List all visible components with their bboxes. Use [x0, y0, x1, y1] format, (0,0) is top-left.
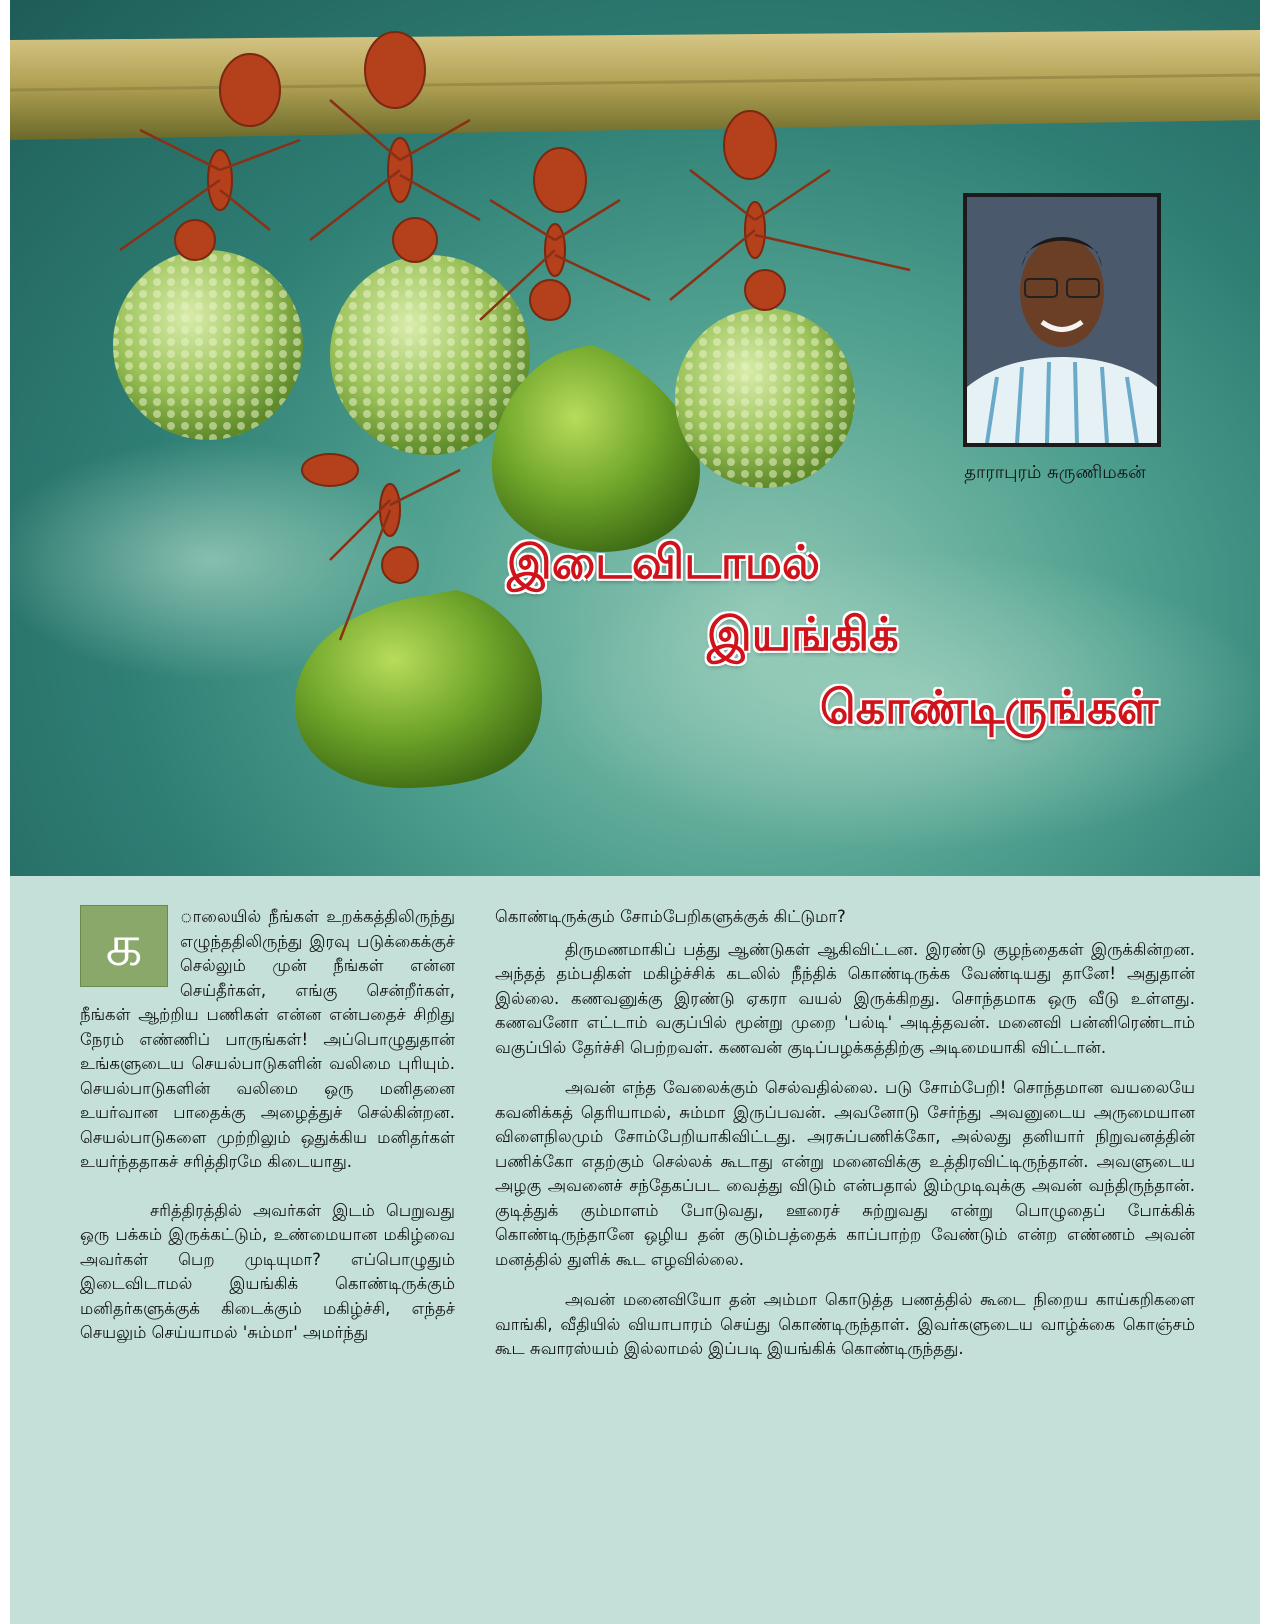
- left-paragraph-1: ாலையில் நீங்கள் உறக்கத்திலிருந்து எழுந்ததிலிருந்து இரவு படுக்கைக்குச் செல்லும் முன் நீங்கள் என்ன செய்தீர்கள், எங்கு சென்றீர்கள், நீங்கள் ஆற்றிய பணிகள் என்ன என்பதைச் சிறிது நேரம் எண்ணிப் பாருங்கள்! அப்பொழுதுதான் உங்களுடைய செயல்பாடுகளின் வலிமை புரியும். செயல்பாடுகளின் வலிமை ஒரு மனிதனை உயர்வான பாதைக்கு அழைத்துச் செல்கின்றன. செயல்பாடுகளை முற்றிலும் ஒதுக்கிய மனிதர்கள் உயர்ந்ததாகச் சரித்திரமே கிடையாது.: [80, 907, 455, 1171]
- author-photo-icon: [967, 197, 1157, 443]
- author-name: தாராபுரம் சுருணிமகன்: [964, 462, 1146, 483]
- drop-cap: க: [80, 905, 168, 987]
- article-left-column: [80, 905, 455, 1362]
- title-line-3: கொண்டிருங்கள்: [820, 680, 1159, 734]
- right-paragraph-3: அவன் மனைவியோ தன் அம்மா கொடுத்த பணத்தில் கூடை நிறைய காய்கறிகளை வாங்கி, வீதியில் வியாபாரம் செய்து கொண்டிருந்தாள். இவர்களுடைய வாழ்க்கை கொஞ்சம் கூட சுவாரஸ்யம் இல்லாமல் இப்படி இயங்கிக் கொண்டிருந்தது.: [495, 1290, 1195, 1358]
- magazine-page: [10, 0, 1260, 1624]
- author-portrait: [963, 193, 1161, 447]
- article-right-column: [495, 905, 1195, 1378]
- right-paragraph-1: திருமணமாகிப் பத்து ஆண்டுகள் ஆகிவிட்டன. இரண்டு குழந்தைகள் இருக்கின்றன. அந்தத் தம்பதிகள் மகிழ்ச்சிக் கடலில் நீந்திக் கொண்டிருக்க வேண்டியது தானே! அதுதான் இல்லை. கணவனுக்கு இரண்டு ஏகரா வயல் இருக்கிறது. சொந்தமாக ஒரு வீடு உள்ளது. கணவனோ எட்டாம் வகுப்பில் மூன்று முறை 'பல்டி' அடித்தவன். மனைவி பன்னிரெண்டாம் வகுப்பில் தேர்ச்சி பெற்றவள். கணவன் குடிப்பழக்கத்திற்கு அடிமையாகி விட்டான்.: [495, 939, 1195, 1057]
- right-paragraph-0: கொண்டிருக்கும் சோம்பேறிகளுக்குக் கிட்டுமா?: [495, 907, 846, 926]
- hero-photo: [10, 0, 1260, 876]
- title-line-2: இயங்கிக்: [707, 607, 899, 661]
- right-paragraph-2: அவன் எந்த வேலைக்கும் செல்வதில்லை. படு சோம்பேறி! சொந்தமான வயலையே கவனிக்கத் தெரியாமல், சும்மா இருப்பவன். அவனோடு சேர்ந்து அவனுடைய அருமையான விளைநிலமும் சோம்பேறியாகிவிட்டது. அரசுப்பணிக்கோ, அல்லது தனியார் நிறுவனத்தின் பணிக்கோ எதற்கும் செல்லக் கூடாது என்று மனைவிக்கு உத்திரவிட்டிருந்தான். அவளுடைய அழகு அவனைச் சந்தேகப்பட வைத்து விடும் என்பதால் இம்முடிவுக்கு அவன் வந்திருந்தான். குடித்துக் கும்மாளம் போடுவது, ஊரைச் சுற்றுவது என்று பொழுதைப் போக்கிக் கொண்டிருந்தானே ஒழிய தன் குடும்பத்தைக் காப்பாற்ற வேண்டும் என்ற எண்ணம் அவன் மனத்தில் துளிக் கூட எழவில்லை.: [495, 1078, 1195, 1269]
- left-paragraph-2: சரித்திரத்தில் அவர்கள் இடம் பெறுவது ஒரு பக்கம் இருக்கட்டும், உண்மையான மகிழ்வை அவர்கள் பெற முடியுமா? எப்பொழுதும் இடைவிடாமல் இயங்கிக் கொண்டிருக்கும் மனிதர்களுக்குக் கிடைக்கும் மகிழ்ச்சி, எந்தச் செயலும் செய்யாமல் 'சும்மா' அமர்ந்து: [80, 1200, 455, 1342]
- title-line-1: இடைவிடாமல்: [507, 535, 821, 589]
